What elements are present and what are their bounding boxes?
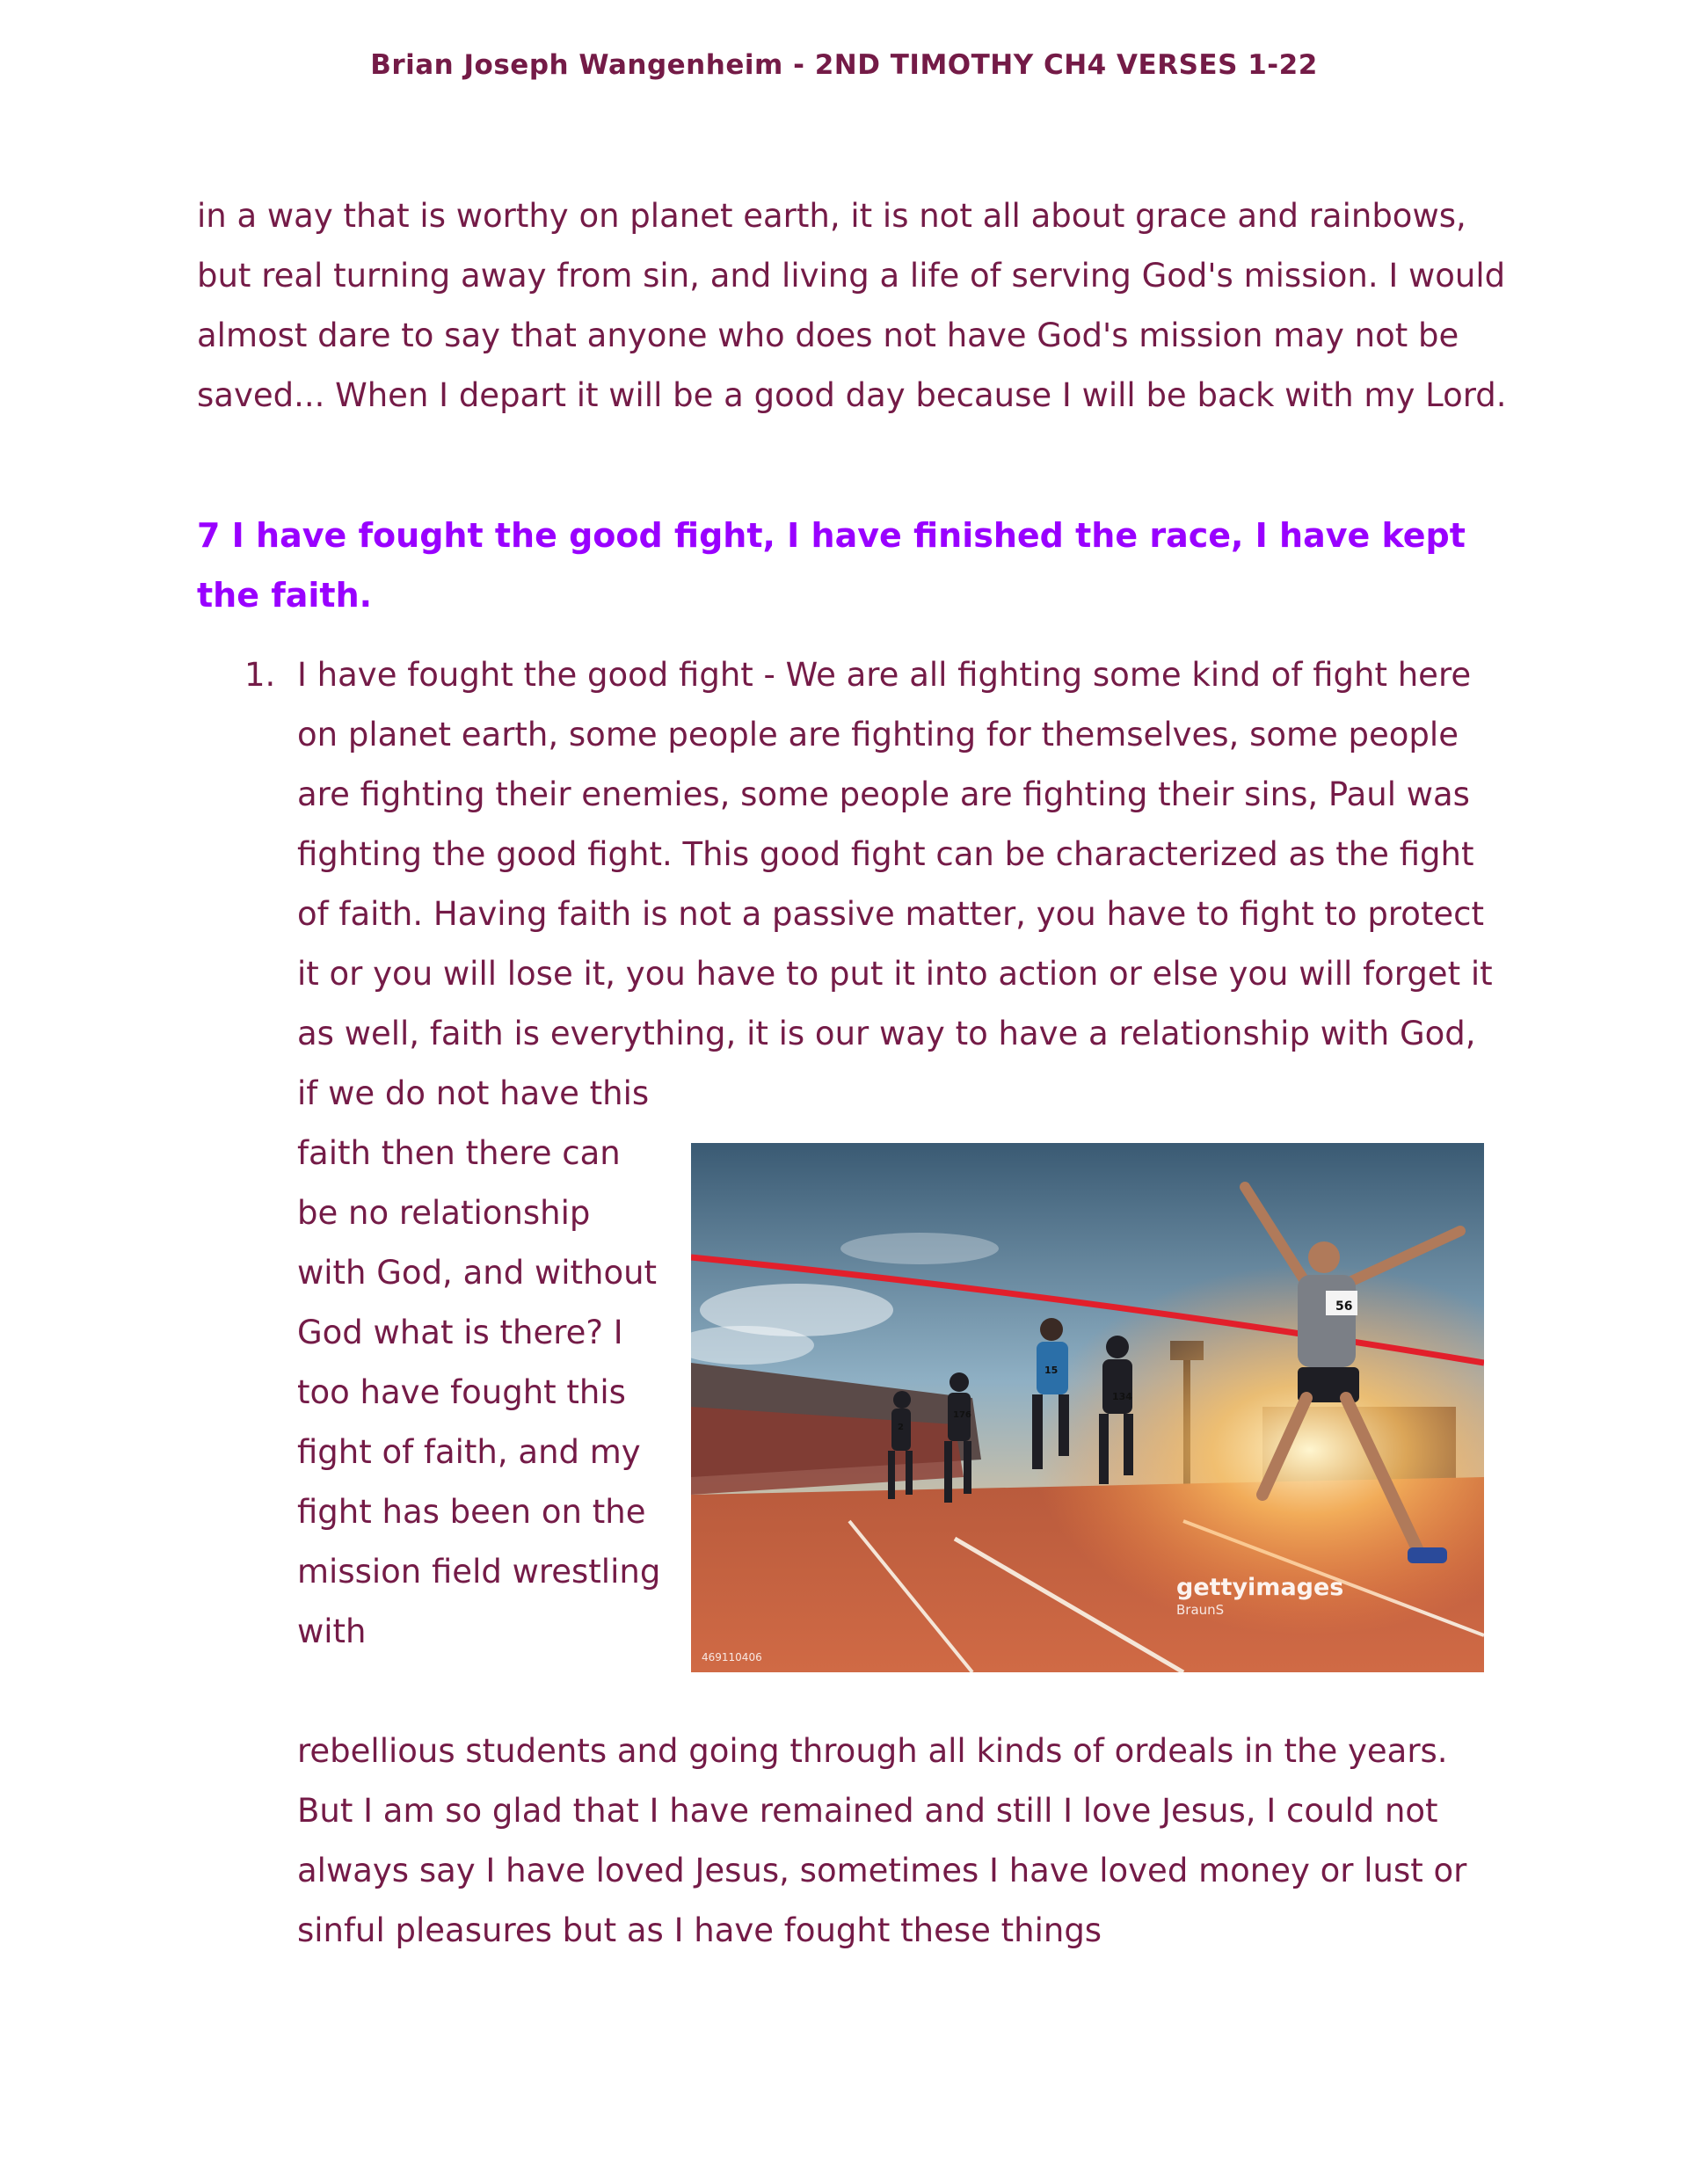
bib-number-runner: 15	[1044, 1365, 1059, 1376]
list-item-text-bottom: rebellious students and going through all kinds of ordeals in the years. But I am so glad that I have remained and still I love Jesus, I could not always say I have loved Jesus, sometimes I have loved money or lust or sinful pleasures but as I have fought these things	[297, 1732, 1467, 1949]
paragraph-intro: in a way that is worthy on planet earth, it is not all about grace and rainbows, but real turning away from sin, and living a life of serving God's mission. I would almost dare to say that anyone who does not have God's mission may not be saved... When I depart it will be a good day because I will be back with my Lord.	[197, 197, 1507, 414]
gettyimages-watermark: gettyimages	[1176, 1574, 1344, 1601]
photo-id: 469110406	[702, 1651, 762, 1663]
list-number: 1.	[244, 656, 276, 694]
finish-line-photo	[691, 1143, 1484, 1672]
page-header: Brian Joseph Wangenheim - 2ND TIMOTHY CH4 VERSES 1-22	[370, 49, 1318, 81]
bib-number-runner: 134	[1112, 1391, 1132, 1402]
list-item-text-top: I have fought the good fight - We are all fighting some kind of fight here on planet earth, some people are fighting for themselves, some people are fighting their enemies, some people are fighting their sins, Paul was fighting the good fight. This good fight can be characterized as the fight of faith. Having faith is not a passive matter, you have to fight to protect it or you will lose it, you have to put it into action or else you will forget it as well, faith is everything, it is our way to have a relationship with God, if we do not have this	[297, 656, 1493, 1112]
photo-credit: BraunS	[1176, 1602, 1225, 1618]
list-item-text-side: faith then there can be no relationship with God, and without God what is there? I too have fought this fight of faith, and my fight has been on the mission field wrestling with	[297, 1134, 661, 1650]
verse-7-heading: 7 I have fought the good fight, I have finished the race, I have kept the faith.	[197, 516, 1466, 615]
bib-number-runner: 176	[953, 1410, 971, 1420]
bib-number-winner: 56	[1335, 1299, 1353, 1314]
bib-number-runner: 2	[898, 1423, 904, 1432]
